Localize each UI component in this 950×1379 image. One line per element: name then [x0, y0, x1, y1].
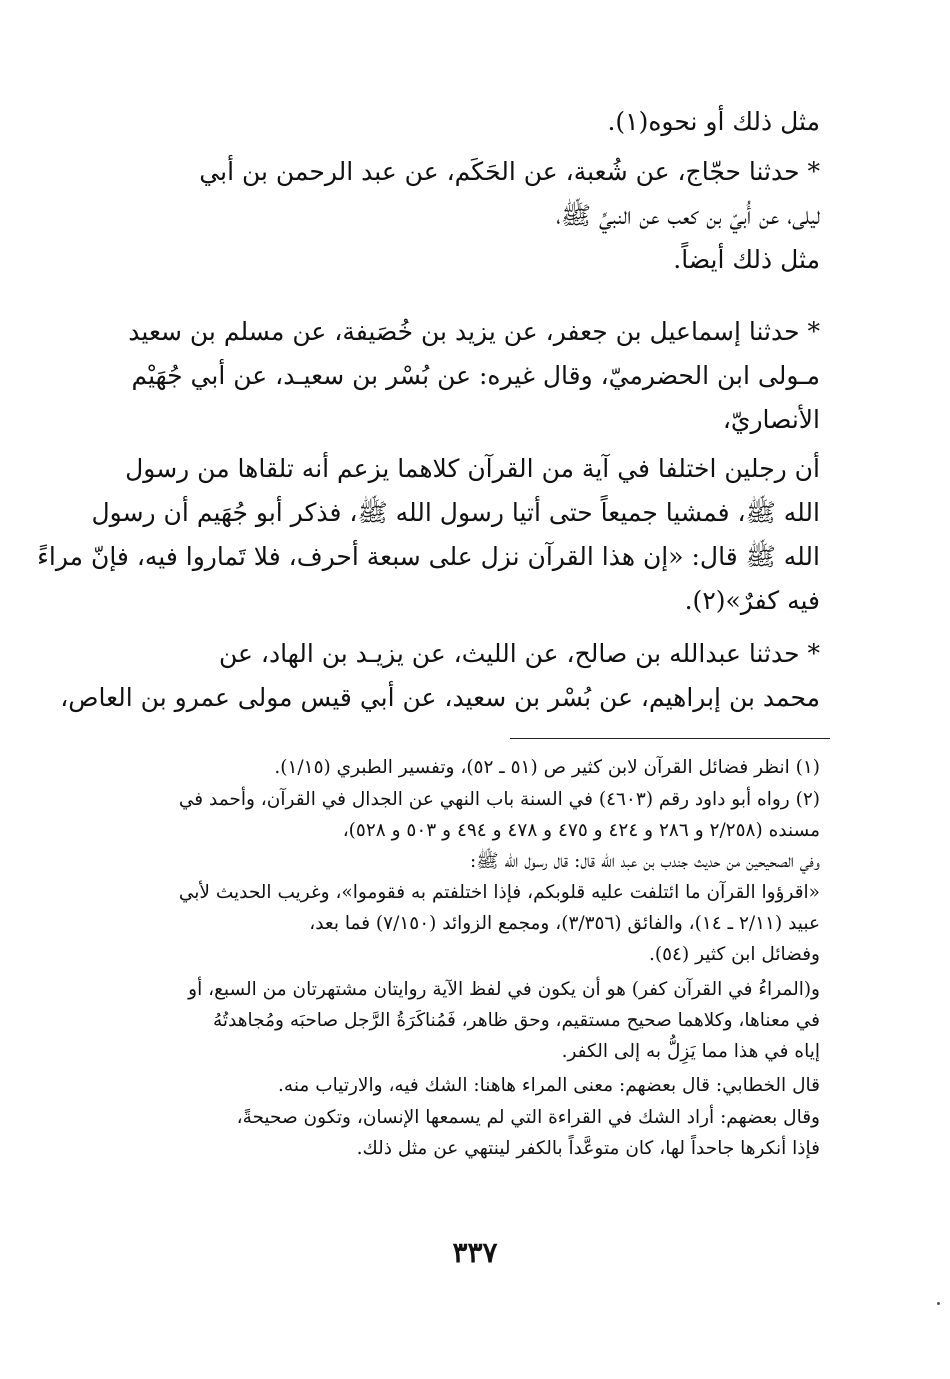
text-line: الأنصاريّ، [722, 405, 820, 434]
text-line: ليلى، عن أُبيّ بن كعب عن النبيِّ ﷺ، [556, 201, 820, 230]
footnote [130, 974, 820, 1067]
text-line: في معناها، وكلاهما صحيح مستقيم، وحق ظاهر، فَمُناكَرَةُ الرَّجل صاحبَه ومُجاهدتُهُ [213, 1010, 820, 1031]
scan-speck [937, 1302, 940, 1305]
text-line: (٢) رواه أبو داود رقم (٤٦٠٣) في السنة باب النهي عن الجدال في القرآن، وأحمد في [178, 789, 820, 810]
paragraph [130, 310, 820, 442]
text-line: وقال بعضهم: أراد الشك في القراءة التي لم يسمعها الإنسان، وتكون صحيحةً، [236, 1107, 820, 1128]
text-line: قال الخطابي: قال بعضهم: معنى المراء هاهنا: الشك فيه، والارتياب منه. [278, 1075, 820, 1096]
text-line: «اقرؤوا القرآن ما ائتلفت عليه قلوبكم، فإذا اختلفتم به فقوموا»، وغريب الحديث لأبي [178, 882, 820, 903]
text-line: * حدثنا حجّاج، عن شُعبة، عن الحَكَم، عن عبد الرحمن بن أبي [199, 157, 820, 186]
text-line: محمد بن إبراهيم، عن بُسْر بن سعيد، عن أبي قيس مولى عمرو بن العاص، [60, 683, 820, 712]
text-line: الله ﷺ، فمشيا جميعاً حتى أتيا رسول الله ﷺ، فذكر أبو جُهَيم أن رسول [91, 498, 820, 527]
text-line: * حدثنا إسماعيل بن جعفر، عن يزيد بن خُصَيفة، عن مسلم بن سعيد [128, 317, 820, 346]
footnote-separator [510, 738, 830, 739]
paragraph [130, 100, 820, 144]
text-line: فإذا أنكرها جاحداً لها، كان متوعَّداً بالكفر لينتهي عن مثل ذلك. [356, 1138, 820, 1159]
footnote [130, 752, 820, 783]
text-line: إياه في هذا مما يَزِلُّ به إلى الكفر. [561, 1041, 820, 1062]
paragraph [60, 632, 820, 720]
text-line: مثل ذلك أيضاً. [673, 245, 820, 274]
text-line: مثل ذلك أو نحوه(١). [607, 107, 820, 136]
paragraph [130, 150, 820, 282]
text-line: وفضائل ابن كثير (٥٤). [648, 944, 820, 965]
text-line: أن رجلين اختلفا في آية من القرآن كلاهما يزعم أنه تلقاها من رسول [125, 454, 820, 483]
text-line: (١) انظر فضائل القرآن لابن كثير ص (٥١ ـ ٥٢)، وتفسير الطبري (١/١٥). [274, 757, 820, 778]
footnote [130, 1070, 820, 1101]
text-line: مـولى ابن الحضرميّ، وقال غيره: عن بُسْر بن سعيـد، عن أبي جُهَيْم [131, 361, 820, 390]
text-line: وفي الصحيحين من حديث جندب بن عبد الله قال: قال رسول الله ﷺ: [470, 851, 820, 872]
text-line: فيه كفرٌ»(٢). [684, 586, 820, 615]
footnote [130, 1102, 820, 1164]
text-line: عبيد (٢/١١ ـ ١٤)، والفائق (٣/٣٥٦)، ومجمع الزوائد (٧/١٥٠) فما بعد، [309, 913, 820, 934]
text-line: مسنده (٢/٢٥٨ و ٢٨٦ و ٤٢٤ و ٤٧٥ و ٤٧٨ و ٤٩٤ و ٥٠٣ و ٥٢٨)، [342, 820, 820, 841]
footnote [130, 784, 820, 970]
paragraph [37, 447, 820, 623]
page-number: ٣٣٧ [452, 1236, 498, 1269]
text-line: و(المراءُ في القرآن كفر) هو أن يكون في لفظ الآية روايتان مشتهرتان من السبع، أو [188, 979, 820, 1000]
text-line: * حدثنا عبدالله بن صالح، عن الليث، عن يزيـد بن الهاد، عن [219, 639, 820, 668]
text-line: الله ﷺ قال: «إن هذا القرآن نزل على سبعة أحرف، فلا تَماروا فيه، فإنّ مراءً [37, 542, 820, 571]
